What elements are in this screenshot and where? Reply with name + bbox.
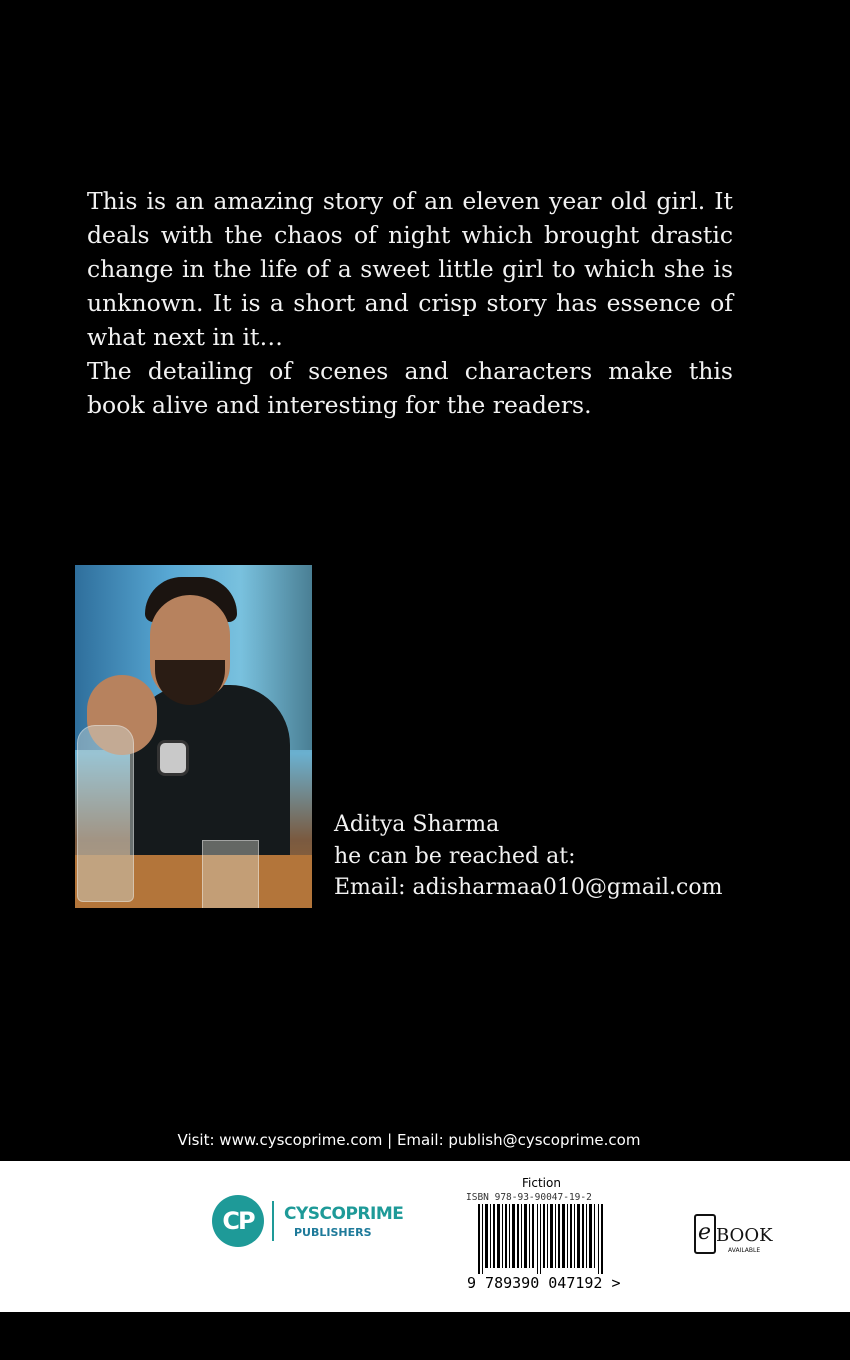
author-email: Email: adisharmaa010@gmail.com: [334, 875, 723, 900]
ebook-word: BOOK: [716, 1225, 773, 1246]
isbn-label: ISBN 978-93-90047-19-2: [466, 1192, 592, 1203]
genre-label: Fiction: [522, 1176, 561, 1190]
back-cover-blurb: [87, 184, 733, 422]
publisher-initials: CP: [222, 1207, 254, 1235]
publisher-band: [0, 1161, 850, 1312]
author-info: [334, 809, 722, 904]
author-name: Aditya Sharma: [334, 812, 500, 837]
publisher-name: CYSCOPRIME: [284, 1204, 404, 1224]
ebook-available-text: AVAILABLE: [728, 1247, 761, 1254]
ebook-e: e: [698, 1220, 712, 1245]
publisher-contact-line: Visit: www.cyscoprime.com | Email: publish@cyscoprime.com: [177, 1131, 641, 1149]
barcode-icon: [478, 1204, 604, 1274]
blurb-paragraph-2: The detailing of scenes and characters make this book alive and interesting for the readers.: [87, 357, 733, 419]
author-reach-text: he can be reached at:: [334, 843, 576, 869]
author-photo: [75, 565, 312, 908]
barcode-number: 9 789390 047192 >: [467, 1274, 621, 1292]
publisher-sub: PUBLISHERS: [294, 1226, 372, 1239]
blurb-paragraph-1: This is an amazing story of an eleven year old girl. It deals with the chaos of night which brought drastic change in the life of a sweet little girl to which she is unknown. It is a short and crisp story has essence of what next in it…: [87, 187, 733, 351]
